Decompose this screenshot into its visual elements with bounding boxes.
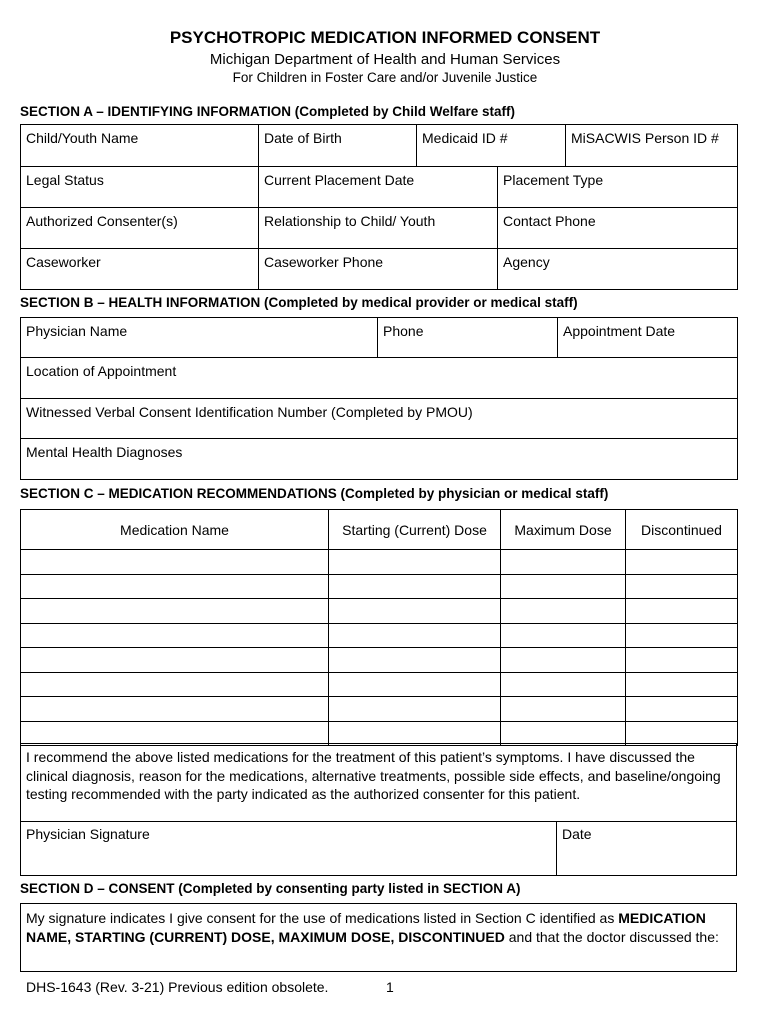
- discontinued-header: Discontinued: [626, 510, 738, 550]
- medication-name-cell[interactable]: [21, 648, 329, 673]
- discontinued-cell[interactable]: [626, 672, 738, 697]
- discontinued-cell[interactable]: [626, 599, 738, 624]
- medication-name-cell[interactable]: [21, 550, 329, 575]
- maximum-dose-cell[interactable]: [501, 599, 626, 624]
- section-b-table: [20, 317, 738, 480]
- relationship-field[interactable]: Relationship to Child/ Youth: [259, 208, 498, 249]
- medication-name-cell[interactable]: [21, 721, 329, 746]
- placement-type-field[interactable]: Placement Type: [498, 167, 738, 208]
- medication-row: [21, 672, 738, 697]
- discontinued-cell[interactable]: [626, 721, 738, 746]
- physician-name-field[interactable]: Physician Name: [21, 318, 378, 358]
- starting-dose-cell[interactable]: [329, 599, 501, 624]
- maximum-dose-cell[interactable]: [501, 623, 626, 648]
- starting-dose-header: Starting (Current) Dose: [329, 510, 501, 550]
- form-subtitle: For Children in Foster Care and/or Juvenile Justice: [232, 70, 538, 85]
- medication-row: [21, 697, 738, 722]
- section-d-title: SECTION D – CONSENT (Completed by consenting party listed in SECTION A): [20, 881, 521, 896]
- medication-name-cell[interactable]: [21, 599, 329, 624]
- section-b-title: SECTION B – HEALTH INFORMATION (Completed by medical provider or medical staff): [20, 295, 578, 310]
- medication-name-cell[interactable]: [21, 574, 329, 599]
- physician-signature-field[interactable]: Physician Signature: [26, 826, 150, 842]
- medication-name-cell[interactable]: [21, 672, 329, 697]
- misacwis-id-field[interactable]: MiSACWIS Person ID #: [566, 125, 738, 167]
- physician-signature-date-field[interactable]: Date: [562, 826, 592, 842]
- maximum-dose-cell[interactable]: [501, 574, 626, 599]
- physician-recommendation-text: I recommend the above listed medications for the treatment of this patient’s symptoms. I have discussed the clinical diagnosis, reason for the medications, alternative treatments, possible side effects, and baseline/ongoing testing recommended with the party indicated as the authorized consenter for this patient.: [26, 749, 721, 802]
- medication-row: [21, 721, 738, 746]
- starting-dose-cell[interactable]: [329, 550, 501, 575]
- section-a-table: [20, 124, 738, 290]
- mental-health-diagnoses-field[interactable]: Mental Health Diagnoses: [21, 439, 738, 480]
- discontinued-cell[interactable]: [626, 648, 738, 673]
- medication-row: [21, 648, 738, 673]
- discontinued-cell[interactable]: [626, 623, 738, 648]
- maximum-dose-header: Maximum Dose: [501, 510, 626, 550]
- maximum-dose-cell[interactable]: [501, 721, 626, 746]
- medication-name-cell[interactable]: [21, 623, 329, 648]
- placement-date-field[interactable]: Current Placement Date: [259, 167, 498, 208]
- maximum-dose-cell[interactable]: [501, 648, 626, 673]
- medication-row: [21, 550, 738, 575]
- divider: [20, 821, 737, 822]
- section-a-title: SECTION A – IDENTIFYING INFORMATION (Completed by Child Welfare staff): [20, 104, 516, 119]
- starting-dose-cell[interactable]: [329, 672, 501, 697]
- medication-name-header: Medication Name: [21, 510, 329, 550]
- medication-table: [20, 509, 738, 746]
- starting-dose-cell[interactable]: [329, 648, 501, 673]
- medication-name-cell[interactable]: [21, 697, 329, 722]
- form-number: DHS-1643 (Rev. 3-21) Previous edition obsolete.: [26, 979, 329, 995]
- appointment-date-field[interactable]: Appointment Date: [558, 318, 738, 358]
- maximum-dose-cell[interactable]: [501, 697, 626, 722]
- agency-field[interactable]: Agency: [498, 249, 738, 290]
- physician-phone-field[interactable]: Phone: [378, 318, 558, 358]
- form-title: PSYCHOTROPIC MEDICATION INFORMED CONSENT: [169, 28, 601, 47]
- section-c-title: SECTION C – MEDICATION RECOMMENDATIONS (Completed by physician or medical staff): [20, 486, 609, 501]
- discontinued-cell[interactable]: [626, 550, 738, 575]
- medication-row: [21, 599, 738, 624]
- contact-phone-field[interactable]: Contact Phone: [498, 208, 738, 249]
- appointment-location-field[interactable]: Location of Appointment: [21, 358, 738, 399]
- witness-consent-id-field[interactable]: Witnessed Verbal Consent Identification Number (Completed by PMOU): [21, 399, 738, 439]
- medication-row: [21, 574, 738, 599]
- discontinued-cell[interactable]: [626, 574, 738, 599]
- page-number: 1: [386, 979, 394, 995]
- medicaid-id-field[interactable]: Medicaid ID #: [417, 125, 566, 167]
- consent-statement: My signature indicates I give consent for the use of medications listed in Section C identified as MEDICATION NAME, STARTING (CURRENT) DOSE, MAXIMUM DOSE, DISCONTINUED and that the doctor discussed the:: [26, 910, 719, 945]
- authorized-consenter-field[interactable]: Authorized Consenter(s): [21, 208, 259, 249]
- date-of-birth-field[interactable]: Date of Birth: [259, 125, 417, 167]
- caseworker-field[interactable]: Caseworker: [21, 249, 259, 290]
- maximum-dose-cell[interactable]: [501, 550, 626, 575]
- caseworker-phone-field[interactable]: Caseworker Phone: [259, 249, 498, 290]
- medication-row: [21, 623, 738, 648]
- starting-dose-cell[interactable]: [329, 697, 501, 722]
- child-name-field[interactable]: Child/Youth Name: [21, 125, 259, 167]
- department-name: Michigan Department of Health and Human Services: [209, 51, 561, 68]
- legal-status-field[interactable]: Legal Status: [21, 167, 259, 208]
- starting-dose-cell[interactable]: [329, 574, 501, 599]
- maximum-dose-cell[interactable]: [501, 672, 626, 697]
- divider: [556, 821, 557, 876]
- starting-dose-cell[interactable]: [329, 721, 501, 746]
- discontinued-cell[interactable]: [626, 697, 738, 722]
- starting-dose-cell[interactable]: [329, 623, 501, 648]
